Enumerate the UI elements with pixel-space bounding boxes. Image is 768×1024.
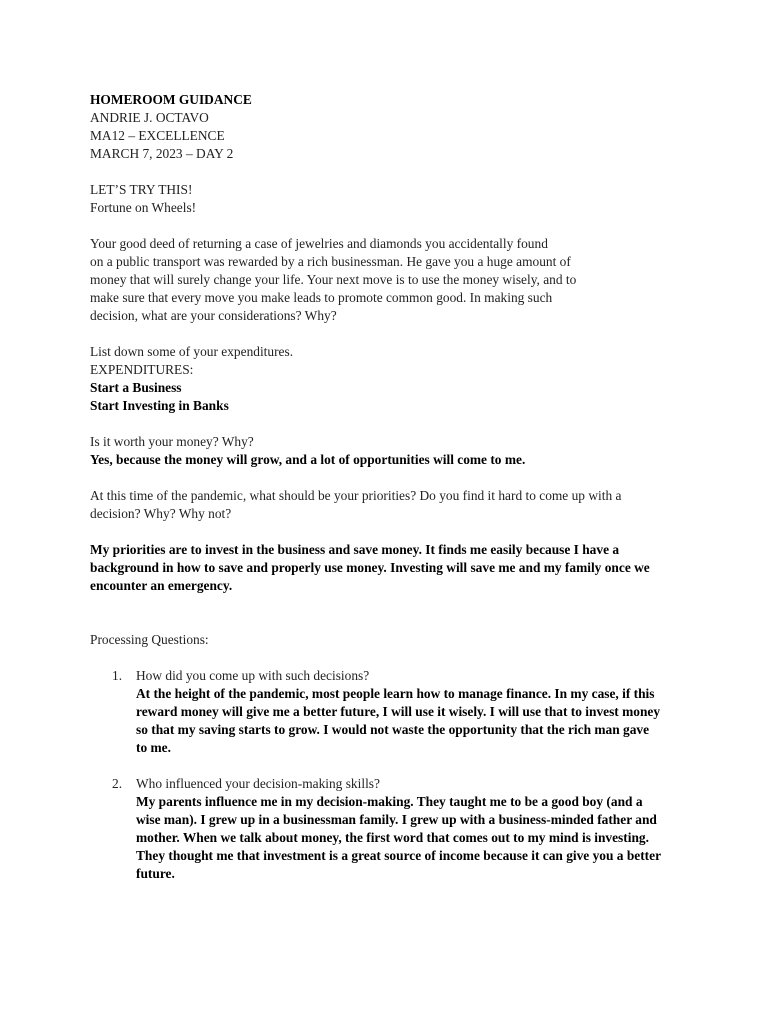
- processing-heading: Processing Questions:: [90, 632, 209, 647]
- student-name: ANDRIE J. OCTAVO: [90, 110, 209, 125]
- processing-answer-line: reward money will give me a better future, I will use it wisely. I will use that to invest money: [136, 704, 661, 719]
- document-title: HOMEROOM GUIDANCE: [90, 92, 252, 107]
- scenario-line: money that will surely change your life. Your next move is to use the money wisely, and to: [90, 272, 577, 287]
- document-body: [90, 91, 690, 883]
- processing-answer-line: They thought me that investment is a great source of income because it can give you a better: [136, 848, 662, 863]
- student-section: MA12 – EXCELLENCE: [90, 128, 225, 143]
- scenario-line: on a public transport was rewarded by a rich businessman. He gave you a huge amount of: [90, 254, 571, 269]
- activity-subtitle: Fortune on Wheels!: [90, 200, 197, 215]
- scenario-line: decision, what are your considerations? Why?: [90, 308, 337, 323]
- worth-question: Is it worth your money? Why?: [90, 434, 254, 449]
- scenario-line: Your good deed of returning a case of jewelries and diamonds you accidentally found: [90, 236, 548, 251]
- expenditures-label: EXPENDITURES:: [90, 362, 194, 377]
- activity-heading: LET’S TRY THIS!: [90, 182, 193, 197]
- priorities-answer-line: background in how to save and properly use money. Investing will save me and my family once we: [90, 560, 650, 575]
- processing-answer-line: At the height of the pandemic, most people learn how to manage finance. In my case, if this: [136, 686, 655, 701]
- processing-answer-line: mother. When we talk about money, the first word that comes out to my mind is investing.: [136, 830, 649, 845]
- list-number: 1.: [112, 668, 123, 683]
- priorities-question-line: decision? Why? Why not?: [90, 506, 232, 521]
- processing-answer-line: wise man). I grew up in a businessman family. I grew up with a business-minded father and: [136, 812, 657, 827]
- expenditure-item: Start Investing in Banks: [90, 398, 229, 413]
- processing-question-item: [90, 775, 690, 883]
- processing-answer-line: future.: [136, 866, 175, 881]
- processing-answer-line: so that my saving starts to grow. I would not waste the opportunity that the rich man gave: [136, 722, 650, 737]
- expenditure-item: Start a Business: [90, 380, 182, 395]
- scenario-paragraph: [90, 235, 690, 325]
- priorities-question-line: At this time of the pandemic, what should be your priorities? Do you find it hard to come up with a: [90, 488, 622, 503]
- processing-answer-line: to me.: [136, 740, 171, 755]
- expenditures-prompt: List down some of your expenditures.: [90, 344, 294, 359]
- priorities-answer-line: My priorities are to invest in the business and save money. It finds me easily because I have a: [90, 542, 620, 557]
- worth-answer: Yes, because the money will grow, and a lot of opportunities will come to me.: [90, 452, 526, 467]
- processing-question: How did you come up with such decisions?: [136, 668, 370, 683]
- processing-question: Who influenced your decision-making skills?: [136, 776, 380, 791]
- scenario-line: make sure that every move you make leads to promote common good. In making such: [90, 290, 553, 305]
- processing-question-item: [90, 667, 690, 757]
- document-date: MARCH 7, 2023 – DAY 2: [90, 146, 234, 161]
- processing-answer-line: My parents influence me in my decision-making. They taught me to be a good boy (and a: [136, 794, 643, 809]
- priorities-answer-line: encounter an emergency.: [90, 578, 233, 593]
- list-number: 2.: [112, 776, 123, 791]
